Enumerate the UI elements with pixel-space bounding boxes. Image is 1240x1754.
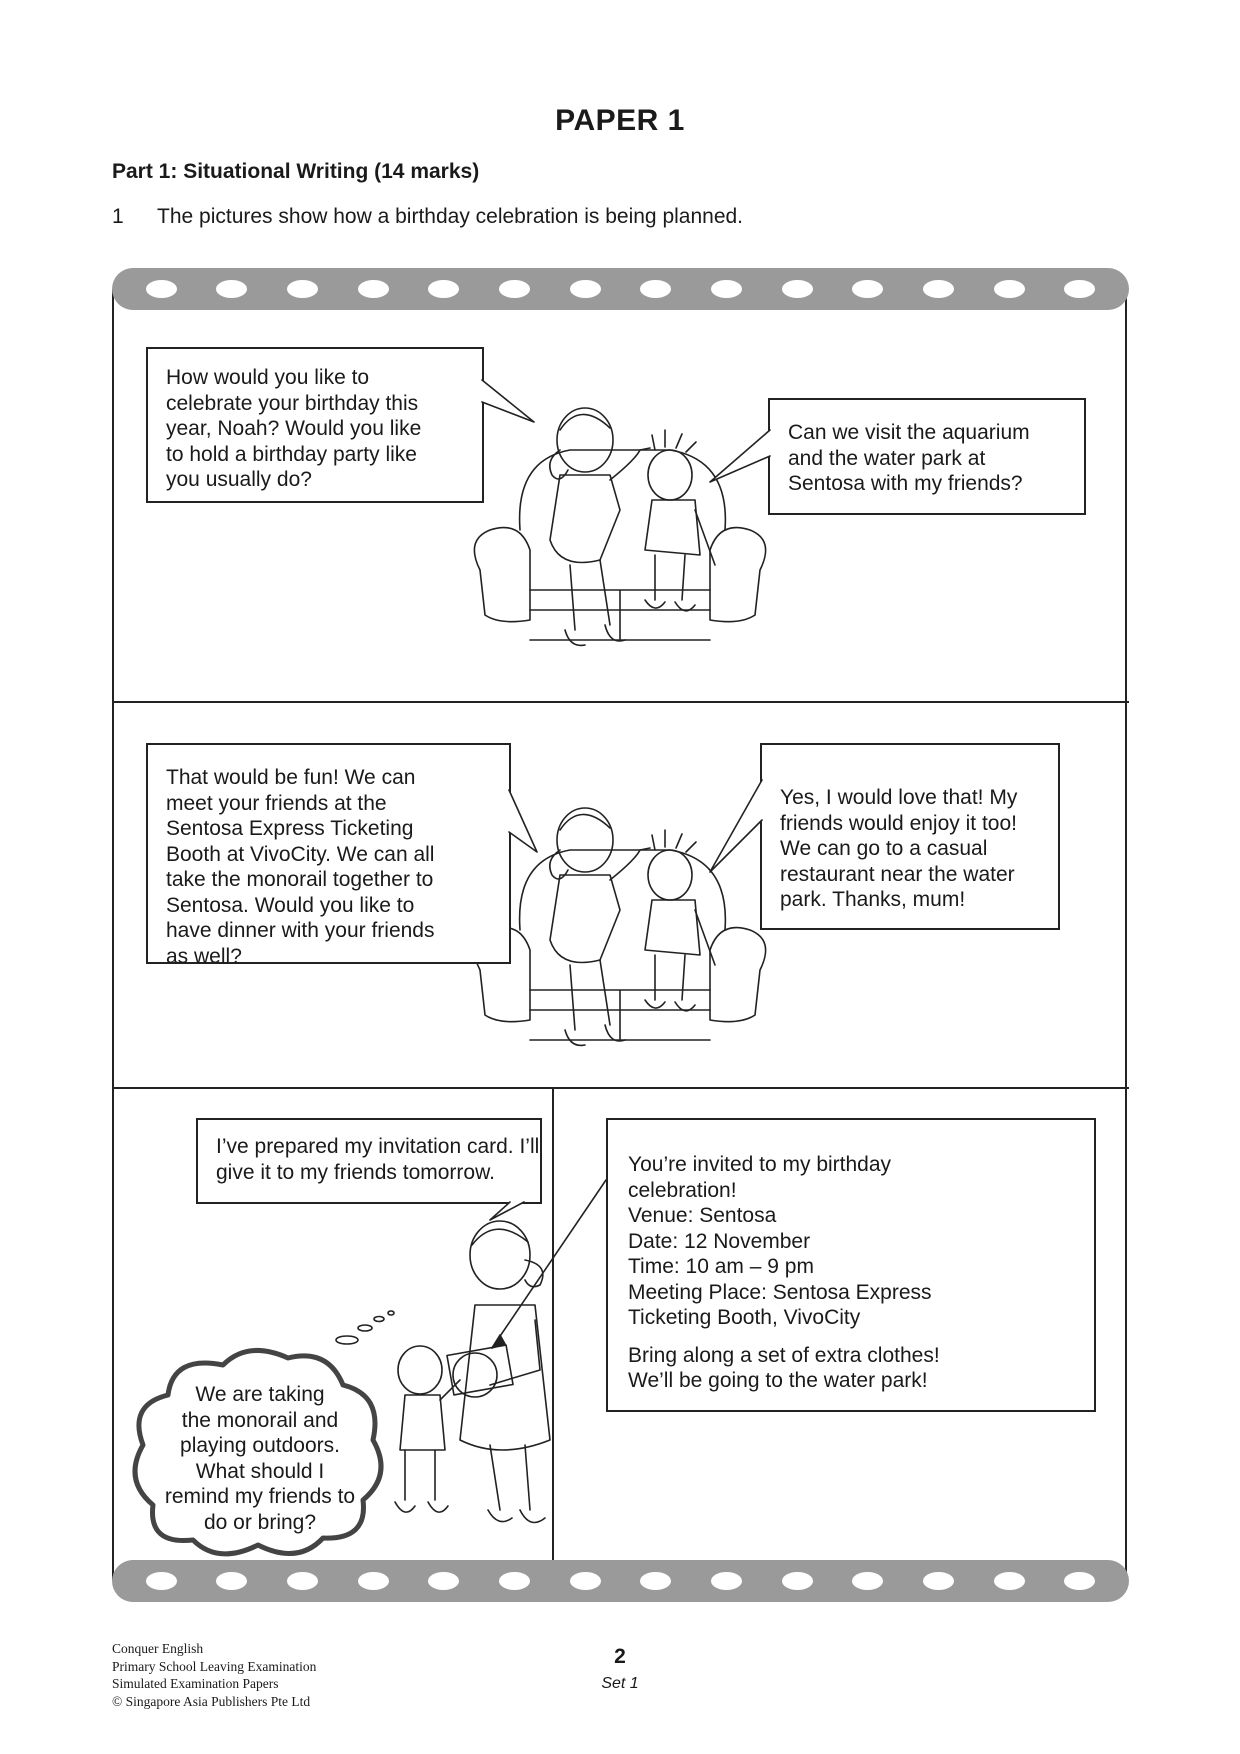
pointer-arrow-icon [470,1180,610,1380]
bubble-text-line: take the monorail together to [166,868,434,891]
bubble-text-line: restaurant near the water [780,862,1015,886]
strip-hole [640,1572,671,1590]
bubble-text-line: We can go to a casual [780,837,988,860]
part-heading: Part 1: Situational Writing (14 marks) [112,160,480,183]
strip-hole [216,280,247,298]
bubble-text-line: friends would enjoy it too! [780,811,1017,835]
bubble-text-line: That would be fun! We can [166,766,416,789]
invitation-meeting-place: Ticketing Booth, VivoCity [628,1306,861,1329]
strip-hole [1064,1572,1095,1590]
strip-hole [216,1572,247,1590]
bubble-text-line: and the water park at [788,446,986,470]
invitation-date: Date: 12 November [628,1229,811,1253]
thought-text-line: the monorail and [181,1408,339,1432]
bubble-text-line: Sentosa. Would you like to [166,893,415,917]
speech-tail-icon [708,780,764,880]
bubble-text-line: year, Noah? Would you like [166,417,422,440]
invitation-line: celebration! [628,1178,737,1202]
strip-hole [711,1572,742,1590]
strip-hole [782,280,813,298]
speech-tail-icon [509,790,559,860]
bubble-text-line: you usually do? [166,468,312,491]
invitation-note: Bring along a set of extra clothes! [628,1343,940,1367]
invitation-time: Time: 10 am – 9 pm [628,1255,814,1278]
strip-hole [852,1572,883,1590]
invitation-card [606,1118,1096,1412]
thought-text-line: do or bring? [203,1510,317,1534]
question-number: 1 [112,205,124,228]
strip-hole [358,280,389,298]
bubble-text-line: park. Thanks, mum! [780,888,966,911]
speech-tail-icon [710,430,772,490]
speech-bubble-mother [146,347,484,503]
strip-hole [1064,280,1095,298]
bubble-text-line: Sentosa Express Ticketing [166,817,414,840]
bubble-text-line: I’ve prepared my invitation card. I’ll [216,1135,540,1158]
bubble-text-line: have dinner with your friends [166,919,435,942]
invitation-meeting-place: Meeting Place: Sentosa Express [628,1280,932,1304]
strip-hole [994,1572,1025,1590]
strip-hole [570,1572,601,1590]
strip-hole [782,1572,813,1590]
thought-text-line: playing outdoors. [180,1434,340,1457]
panel-divider-2 [112,1087,1129,1089]
invitation-line: You’re invited to my birthday [628,1153,892,1176]
strip-hole [852,280,883,298]
bubble-text-line: as well? [166,944,242,968]
bubble-text-line: give it to my friends tomorrow. [216,1160,495,1184]
strip-hole [711,280,742,298]
speech-bubble-noah [760,743,1060,930]
strip-hole [428,1572,459,1590]
strip-hole [287,280,318,298]
publisher-line: Simulated Examination Papers [112,1676,279,1691]
strip-hole [146,280,177,298]
invitation-note: We’ll be going to the water park! [628,1369,928,1392]
set-label: Set 1 [601,1675,639,1692]
bubble-text-line: Can we visit the aquarium [788,421,1030,444]
speech-bubble-noah [768,398,1086,515]
strip-hole [358,1572,389,1590]
bubble-text-line: Yes, I would love that! My [780,786,1018,809]
film-strip-bottom [112,1560,1129,1602]
bubble-text-line: celebrate your birthday this [166,391,419,415]
thought-text-line: We are taking [195,1383,325,1406]
bubble-text-line: meet your friends at the [166,791,387,815]
strip-hole [287,1572,318,1590]
strip-hole [499,1572,530,1590]
strip-hole [923,280,954,298]
invitation-venue: Venue: Sentosa [628,1204,777,1227]
strip-hole [570,280,601,298]
speech-bubble-mother [146,743,511,968]
publisher-line: © Singapore Asia Publishers Pte Ltd [112,1693,311,1709]
page-number: 2 [614,1645,626,1668]
bubble-text-line: Sentosa with my friends? [788,472,1023,495]
speech-tail-icon [482,380,542,430]
strip-hole [994,280,1025,298]
publisher-line: Conquer English [112,1641,204,1656]
thought-trail-icon [335,1310,405,1350]
thought-cloud-text [140,1382,380,1535]
strip-hole [146,1572,177,1590]
bubble-text-line: Booth at VivoCity. We can all [166,842,435,866]
strip-hole [428,280,459,298]
strip-hole [499,280,530,298]
question-text: The pictures show how a birthday celebration is being planned. [157,205,744,228]
publisher-line: Primary School Leaving Examination [112,1658,317,1674]
paper-title: PAPER 1 [555,104,685,137]
strip-hole [923,1572,954,1590]
thought-text-line: remind my friends to [164,1485,356,1508]
strip-hole [640,280,671,298]
bubble-text-line: How would you like to [166,366,370,389]
film-strip-top [112,268,1129,310]
thought-text-line: What should I [195,1459,325,1483]
panel-divider-1 [112,701,1129,703]
bubble-text-line: to hold a birthday party like [166,442,417,466]
